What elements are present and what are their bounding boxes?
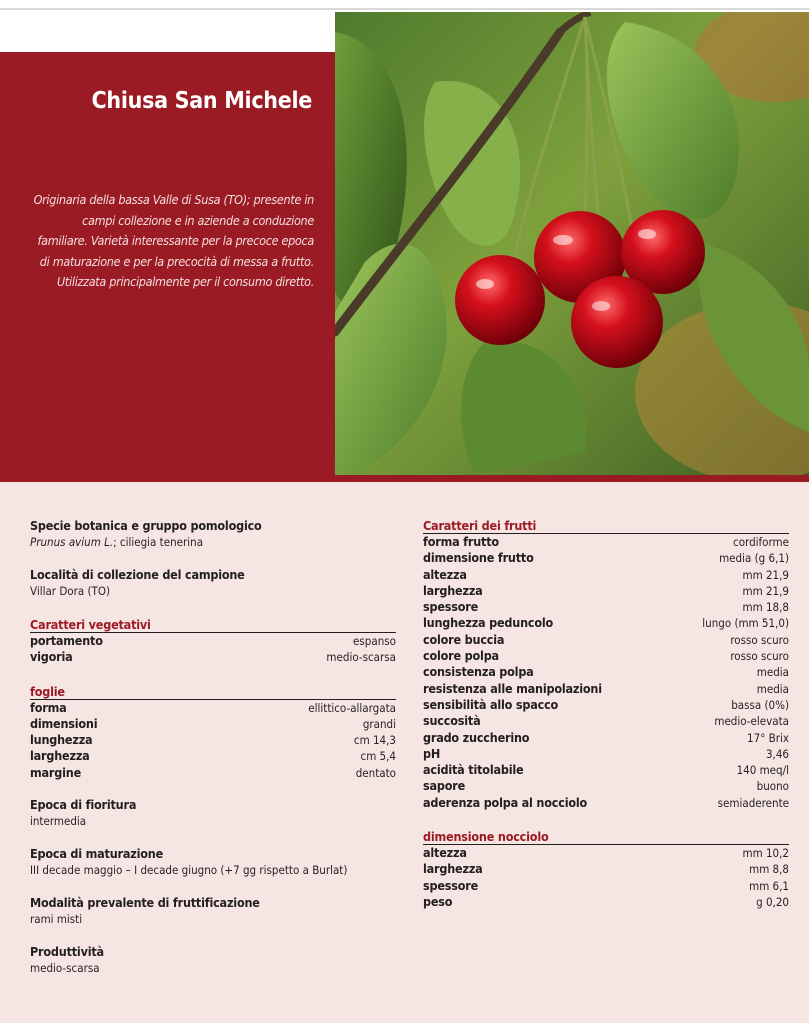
table-row (423, 648, 789, 664)
row-label: altezza (423, 566, 467, 582)
left-column (30, 518, 396, 976)
table-row (423, 861, 789, 877)
table-row (30, 732, 396, 748)
fruiting-value: rami misti (30, 912, 83, 927)
table-row (423, 894, 789, 910)
row-label: larghezza (423, 861, 483, 877)
row-label: dimensioni (30, 715, 98, 731)
row-label: peso (423, 893, 453, 909)
fruiting-block (30, 895, 396, 927)
row-value: lungo (mm 51,0) (702, 616, 789, 631)
table-row (423, 845, 789, 861)
species-block (30, 518, 396, 550)
vegetative-heading: Caratteri vegetativi (30, 617, 396, 633)
table-row (423, 730, 789, 746)
productivity-value: medio-scarsa (30, 961, 100, 976)
locality-value: Villar Dora (TO) (30, 584, 111, 598)
table-row (30, 633, 396, 649)
row-label: grado zuccherino (423, 729, 530, 745)
row-label: pH (423, 745, 441, 761)
row-value: cm 5,4 (360, 749, 396, 764)
row-value: medio-elevata (714, 714, 789, 729)
row-label: altezza (423, 845, 467, 861)
row-value: cordiforme (733, 535, 789, 549)
table-row (423, 746, 789, 762)
table-row (423, 615, 789, 631)
fruit-section (423, 518, 789, 811)
row-value: media (g 6,1) (719, 551, 789, 566)
table-row (423, 778, 789, 794)
row-value: dentato (355, 765, 396, 780)
table-row (30, 649, 396, 665)
ripening-block (30, 846, 396, 878)
table-row (423, 795, 789, 811)
row-label: spessore (423, 599, 479, 615)
row-value: grandi (362, 716, 396, 731)
cherry-photo (335, 12, 809, 475)
fruiting-title: Modalità prevalente di fruttificazione (30, 895, 260, 911)
locality-block (30, 567, 396, 599)
row-value: mm 6,1 (749, 878, 789, 893)
row-value: rosso scuro (730, 632, 789, 647)
table-row (423, 599, 789, 615)
species-value (30, 534, 396, 550)
row-label: aderenza polpa al nocciolo (423, 794, 588, 810)
row-value: buono (756, 779, 789, 794)
row-value: mm 10,2 (742, 846, 789, 861)
flowering-title: Epoca di fioritura (30, 797, 137, 813)
row-label: lunghezza peduncolo (423, 615, 554, 631)
row-label: portamento (30, 633, 103, 648)
row-value: media (756, 665, 789, 680)
row-value: espanso (353, 634, 396, 648)
row-label: consistenza polpa (423, 664, 534, 680)
row-value: cm 14,3 (353, 733, 396, 748)
top-rule (0, 8, 809, 10)
row-label: spessore (423, 877, 479, 893)
ripening-value: III decade maggio – I decade giugno (+7 gg rispetto a Burlat) (30, 863, 348, 878)
row-label: forma frutto (423, 534, 499, 549)
row-label: margine (30, 764, 81, 780)
row-label: sensibilità allo spacco (423, 696, 559, 712)
row-value: rosso scuro (730, 649, 789, 664)
row-value: 3,46 (765, 746, 789, 761)
row-value: medio-scarsa (326, 650, 396, 665)
table-row (423, 567, 789, 583)
row-label: succosità (423, 713, 481, 729)
row-label: lunghezza (30, 732, 93, 748)
fruit-heading: Caratteri dei frutti (423, 518, 789, 534)
table-row (423, 664, 789, 680)
table-row (423, 697, 789, 713)
leaves-heading: foglie (30, 684, 396, 700)
row-label: acidità titolabile (423, 762, 524, 778)
row-value: mm 21,9 (742, 567, 789, 582)
row-value: mm 8,8 (749, 862, 789, 877)
row-value: mm 21,9 (742, 583, 789, 598)
species-group: ; ciliegia tenerina (113, 535, 204, 549)
table-row (423, 762, 789, 778)
row-label: sapore (423, 778, 466, 794)
table-row (423, 878, 789, 894)
table-row (423, 632, 789, 648)
table-row (30, 765, 396, 781)
table-row (423, 681, 789, 697)
right-column (423, 518, 789, 910)
table-row (423, 583, 789, 599)
page-title: Chiusa San Michele (91, 88, 312, 114)
leaves-section (30, 684, 396, 781)
row-label: colore polpa (423, 648, 499, 664)
stone-section (423, 829, 789, 910)
row-value: media (756, 681, 789, 696)
row-value: bassa (0%) (731, 697, 789, 712)
variety-description: Originaria della bassa Valle di Susa (TO); presente in campi collezione e in aziende a conduzione familiare. Varietà interessante per la precoce epoca di maturazione e per la precocità di messa a frutto. Utilizzata principalmente per il consumo diretto. (33, 192, 314, 289)
stone-heading: dimensione nocciolo (423, 829, 789, 845)
row-label: larghezza (423, 582, 483, 598)
table-row (423, 550, 789, 566)
species-title: Specie botanica e gruppo pomologico (30, 518, 262, 533)
row-label: forma (30, 699, 67, 715)
row-value: 17° Brix (747, 730, 789, 745)
ripening-title: Epoca di maturazione (30, 846, 164, 862)
row-label: dimensione frutto (423, 550, 534, 566)
table-row (30, 716, 396, 732)
vegetative-section (30, 617, 396, 666)
row-label: colore buccia (423, 631, 505, 647)
row-value: ellittico-allargata (308, 700, 396, 715)
row-label: vigoria (30, 649, 73, 665)
table-row (423, 713, 789, 729)
row-value: g 0,20 (756, 894, 789, 909)
flowering-value: intermedia (30, 814, 87, 829)
row-value: semiaderente (717, 795, 789, 810)
productivity-block (30, 944, 396, 976)
flowering-block (30, 797, 396, 829)
table-row (30, 748, 396, 764)
locality-title: Località di collezione del campione (30, 567, 245, 582)
row-value: 140 meq/l (736, 763, 789, 778)
row-label: larghezza (30, 748, 90, 764)
species-latin-name: Prunus avium L. (30, 535, 114, 549)
table-row (423, 534, 789, 550)
table-row (30, 700, 396, 716)
row-value: mm 18,8 (742, 600, 789, 615)
productivity-title: Produttività (30, 944, 104, 960)
row-label: resistenza alle manipolazioni (423, 680, 602, 696)
